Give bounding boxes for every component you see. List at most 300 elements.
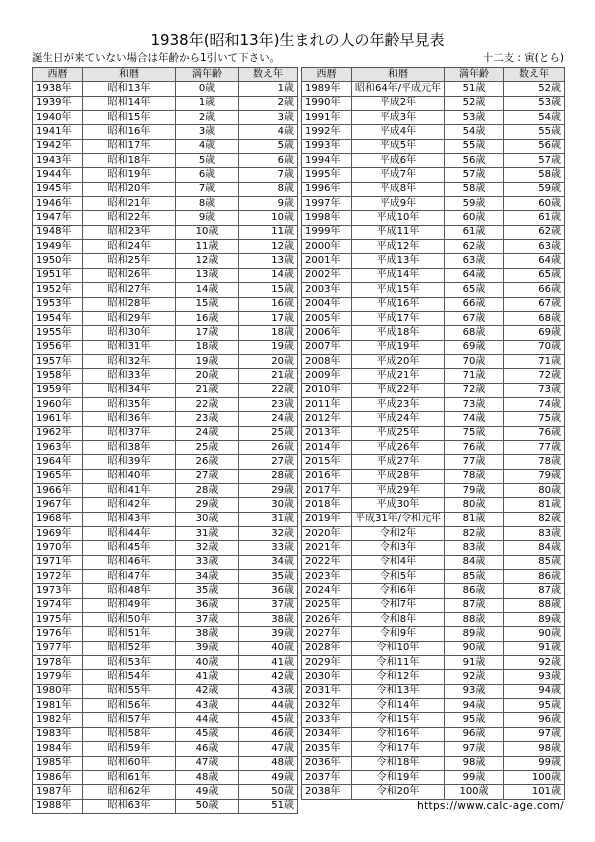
cell-man-nenrei: 28歳 [176, 483, 239, 497]
cell-kazoedoshi: 78歳 [504, 455, 565, 469]
table-row [33, 268, 298, 282]
cell-wareki: 平成8年 [352, 182, 445, 196]
cell-kazoedoshi: 57歳 [504, 154, 565, 168]
cell-seireki: 1971年 [33, 555, 83, 569]
cell-kazoedoshi: 101歳 [504, 785, 565, 799]
cell-wareki: 昭和45年 [83, 541, 176, 555]
cell-wareki: 昭和51年 [83, 627, 176, 641]
cell-seireki: 2033年 [302, 713, 352, 727]
cell-kazoedoshi: 85歳 [504, 555, 565, 569]
cell-wareki: 昭和21年 [83, 197, 176, 211]
cell-man-nenrei: 13歳 [176, 268, 239, 282]
cell-man-nenrei: 95歳 [445, 713, 504, 727]
cell-kazoedoshi: 7歳 [239, 168, 298, 182]
table-row [302, 641, 565, 655]
cell-kazoedoshi: 93歳 [504, 670, 565, 684]
cell-seireki: 1946年 [33, 197, 83, 211]
cell-man-nenrei: 66歳 [445, 297, 504, 311]
site-url-link[interactable]: https://www.calc-age.com/ [417, 800, 564, 812]
table-row [302, 268, 565, 282]
cell-man-nenrei: 69歳 [445, 340, 504, 354]
cell-kazoedoshi: 66歳 [504, 283, 565, 297]
cell-kazoedoshi: 84歳 [504, 541, 565, 555]
cell-man-nenrei: 41歳 [176, 670, 239, 684]
cell-kazoedoshi: 76歳 [504, 426, 565, 440]
cell-man-nenrei: 32歳 [176, 541, 239, 555]
cell-seireki: 1972年 [33, 570, 83, 584]
cell-seireki: 1949年 [33, 240, 83, 254]
cell-wareki: 昭和52年 [83, 641, 176, 655]
cell-seireki: 2004年 [302, 297, 352, 311]
table-row [33, 168, 298, 182]
cell-kazoedoshi: 50歳 [239, 785, 298, 799]
table-row [302, 168, 565, 182]
table-row [33, 598, 298, 612]
cell-wareki: 令和2年 [352, 527, 445, 541]
table-row [33, 125, 298, 139]
cell-kazoedoshi: 68歳 [504, 311, 565, 325]
cell-kazoedoshi: 21歳 [239, 369, 298, 383]
cell-seireki: 2031年 [302, 684, 352, 698]
table-row [302, 197, 565, 211]
table-row [33, 369, 298, 383]
cell-seireki: 1957年 [33, 354, 83, 368]
cell-kazoedoshi: 14歳 [239, 268, 298, 282]
cell-man-nenrei: 58歳 [445, 182, 504, 196]
cell-man-nenrei: 97歳 [445, 742, 504, 756]
table-row [33, 727, 298, 741]
table-row [33, 225, 298, 239]
cell-kazoedoshi: 96歳 [504, 713, 565, 727]
cell-seireki: 1942年 [33, 139, 83, 153]
cell-seireki: 2029年 [302, 656, 352, 670]
cell-wareki: 令和15年 [352, 713, 445, 727]
cell-man-nenrei: 77歳 [445, 455, 504, 469]
cell-kazoedoshi: 31歳 [239, 512, 298, 526]
cell-wareki: 昭和32年 [83, 354, 176, 368]
table-row [33, 455, 298, 469]
table-row [33, 512, 298, 526]
cell-seireki: 1956年 [33, 340, 83, 354]
table-row [33, 627, 298, 641]
cell-kazoedoshi: 94歳 [504, 684, 565, 698]
table-row [302, 211, 565, 225]
cell-wareki: 昭和59年 [83, 742, 176, 756]
cell-seireki: 1999年 [302, 225, 352, 239]
cell-seireki: 2026年 [302, 613, 352, 627]
cell-wareki: 平成26年 [352, 440, 445, 454]
cell-wareki: 令和11年 [352, 656, 445, 670]
cell-man-nenrei: 51歳 [445, 82, 504, 96]
table-row [302, 340, 565, 354]
table-row [33, 756, 298, 770]
table-row [302, 584, 565, 598]
cell-seireki: 2000年 [302, 240, 352, 254]
cell-seireki: 2020年 [302, 527, 352, 541]
cell-kazoedoshi: 59歳 [504, 182, 565, 196]
cell-wareki: 昭和25年 [83, 254, 176, 268]
cell-wareki: 令和8年 [352, 613, 445, 627]
cell-wareki: 平成13年 [352, 254, 445, 268]
cell-kazoedoshi: 97歳 [504, 727, 565, 741]
cell-wareki: 昭和31年 [83, 340, 176, 354]
cell-man-nenrei: 52歳 [445, 96, 504, 110]
cell-wareki: 昭和58年 [83, 727, 176, 741]
cell-kazoedoshi: 17歳 [239, 311, 298, 325]
cell-kazoedoshi: 12歳 [239, 240, 298, 254]
table-row [33, 211, 298, 225]
cell-kazoedoshi: 60歳 [504, 197, 565, 211]
cell-wareki: 昭和24年 [83, 240, 176, 254]
table-header-row [302, 68, 565, 82]
cell-wareki: 平成22年 [352, 383, 445, 397]
cell-wareki: 昭和17年 [83, 139, 176, 153]
cell-man-nenrei: 80歳 [445, 498, 504, 512]
cell-seireki: 1964年 [33, 455, 83, 469]
column-header-man-nenrei: 満年齢 [445, 68, 504, 82]
cell-wareki: 昭和23年 [83, 225, 176, 239]
column-header-kazoedoshi: 数え年 [504, 68, 565, 82]
cell-wareki: 平成17年 [352, 311, 445, 325]
table-row [302, 469, 565, 483]
cell-seireki: 1952年 [33, 283, 83, 297]
table-row [33, 412, 298, 426]
table-row [33, 139, 298, 153]
cell-man-nenrei: 4歳 [176, 139, 239, 153]
cell-seireki: 1991年 [302, 111, 352, 125]
cell-kazoedoshi: 87歳 [504, 584, 565, 598]
cell-seireki: 1939年 [33, 96, 83, 110]
table-row [33, 440, 298, 454]
cell-man-nenrei: 44歳 [176, 713, 239, 727]
table-row [33, 383, 298, 397]
cell-man-nenrei: 48歳 [176, 770, 239, 784]
cell-man-nenrei: 90歳 [445, 641, 504, 655]
cell-seireki: 1965年 [33, 469, 83, 483]
cell-kazoedoshi: 81歳 [504, 498, 565, 512]
cell-wareki: 昭和15年 [83, 111, 176, 125]
cell-kazoedoshi: 67歳 [504, 297, 565, 311]
cell-kazoedoshi: 74歳 [504, 397, 565, 411]
cell-kazoedoshi: 13歳 [239, 254, 298, 268]
cell-kazoedoshi: 37歳 [239, 598, 298, 612]
cell-kazoedoshi: 39歳 [239, 627, 298, 641]
cell-seireki: 2014年 [302, 440, 352, 454]
cell-man-nenrei: 11歳 [176, 240, 239, 254]
cell-man-nenrei: 26歳 [176, 455, 239, 469]
cell-kazoedoshi: 32歳 [239, 527, 298, 541]
cell-kazoedoshi: 35歳 [239, 570, 298, 584]
cell-wareki: 平成3年 [352, 111, 445, 125]
cell-seireki: 1947年 [33, 211, 83, 225]
table-row [302, 369, 565, 383]
column-header-wareki: 和暦 [352, 68, 445, 82]
cell-seireki: 1979年 [33, 670, 83, 684]
cell-wareki: 平成29年 [352, 483, 445, 497]
cell-seireki: 1986年 [33, 770, 83, 784]
table-row [302, 354, 565, 368]
cell-wareki: 昭和62年 [83, 785, 176, 799]
cell-man-nenrei: 36歳 [176, 598, 239, 612]
cell-wareki: 平成23年 [352, 397, 445, 411]
cell-wareki: 平成16年 [352, 297, 445, 311]
cell-seireki: 2037年 [302, 770, 352, 784]
cell-man-nenrei: 27歳 [176, 469, 239, 483]
cell-seireki: 2024年 [302, 584, 352, 598]
cell-kazoedoshi: 43歳 [239, 684, 298, 698]
cell-wareki: 昭和46年 [83, 555, 176, 569]
cell-kazoedoshi: 16歳 [239, 297, 298, 311]
cell-man-nenrei: 15歳 [176, 297, 239, 311]
cell-seireki: 2028年 [302, 641, 352, 655]
cell-seireki: 1980年 [33, 684, 83, 698]
cell-wareki: 令和4年 [352, 555, 445, 569]
cell-man-nenrei: 61歳 [445, 225, 504, 239]
table-row [302, 527, 565, 541]
table-row [33, 584, 298, 598]
cell-seireki: 1963年 [33, 440, 83, 454]
cell-seireki: 1988年 [33, 799, 83, 813]
cell-seireki: 1962年 [33, 426, 83, 440]
cell-man-nenrei: 19歳 [176, 354, 239, 368]
cell-man-nenrei: 8歳 [176, 197, 239, 211]
cell-seireki: 1992年 [302, 125, 352, 139]
cell-wareki: 令和12年 [352, 670, 445, 684]
table-row [33, 799, 298, 813]
table-row [302, 240, 565, 254]
cell-seireki: 2022年 [302, 555, 352, 569]
cell-kazoedoshi: 4歳 [239, 125, 298, 139]
cell-wareki: 令和3年 [352, 541, 445, 555]
cell-man-nenrei: 50歳 [176, 799, 239, 813]
cell-wareki: 平成31年/令和元年 [352, 512, 445, 526]
cell-man-nenrei: 55歳 [445, 139, 504, 153]
table-row [33, 670, 298, 684]
cell-kazoedoshi: 1歳 [239, 82, 298, 96]
table-row [302, 541, 565, 555]
column-header-wareki: 和暦 [83, 68, 176, 82]
cell-man-nenrei: 31歳 [176, 527, 239, 541]
cell-seireki: 1997年 [302, 197, 352, 211]
cell-seireki: 2036年 [302, 756, 352, 770]
cell-wareki: 昭和27年 [83, 283, 176, 297]
table-row [302, 397, 565, 411]
table-row [33, 469, 298, 483]
cell-seireki: 1944年 [33, 168, 83, 182]
cell-kazoedoshi: 53歳 [504, 96, 565, 110]
cell-seireki: 1996年 [302, 182, 352, 196]
cell-wareki: 令和5年 [352, 570, 445, 584]
cell-wareki: 昭和40年 [83, 469, 176, 483]
cell-wareki: 昭和29年 [83, 311, 176, 325]
table-row [33, 111, 298, 125]
cell-kazoedoshi: 22歳 [239, 383, 298, 397]
cell-kazoedoshi: 82歳 [504, 512, 565, 526]
cell-seireki: 2034年 [302, 727, 352, 741]
cell-kazoedoshi: 9歳 [239, 197, 298, 211]
cell-man-nenrei: 1歳 [176, 96, 239, 110]
cell-wareki: 昭和28年 [83, 297, 176, 311]
cell-seireki: 1938年 [33, 82, 83, 96]
cell-wareki: 令和6年 [352, 584, 445, 598]
table-row [33, 426, 298, 440]
table-row [302, 613, 565, 627]
cell-man-nenrei: 92歳 [445, 670, 504, 684]
column-header-man-nenrei: 満年齢 [176, 68, 239, 82]
table-row [302, 770, 565, 784]
table-row [33, 641, 298, 655]
cell-seireki: 2018年 [302, 498, 352, 512]
cell-wareki: 平成4年 [352, 125, 445, 139]
cell-seireki: 1958年 [33, 369, 83, 383]
cell-seireki: 1941年 [33, 125, 83, 139]
cell-kazoedoshi: 95歳 [504, 699, 565, 713]
cell-kazoedoshi: 91歳 [504, 641, 565, 655]
table-row [302, 756, 565, 770]
cell-kazoedoshi: 19歳 [239, 340, 298, 354]
cell-man-nenrei: 7歳 [176, 182, 239, 196]
table-row [33, 742, 298, 756]
cell-man-nenrei: 76歳 [445, 440, 504, 454]
cell-man-nenrei: 5歳 [176, 154, 239, 168]
table-row [33, 483, 298, 497]
cell-kazoedoshi: 71歳 [504, 354, 565, 368]
table-row [33, 397, 298, 411]
table-row [302, 742, 565, 756]
cell-kazoedoshi: 41歳 [239, 656, 298, 670]
cell-man-nenrei: 99歳 [445, 770, 504, 784]
cell-man-nenrei: 67歳 [445, 311, 504, 325]
cell-man-nenrei: 30歳 [176, 512, 239, 526]
cell-wareki: 令和17年 [352, 742, 445, 756]
table-row [33, 311, 298, 325]
table-row [302, 627, 565, 641]
table-row [33, 684, 298, 698]
table-row [302, 383, 565, 397]
table-row [302, 311, 565, 325]
cell-seireki: 1968年 [33, 512, 83, 526]
cell-man-nenrei: 49歳 [176, 785, 239, 799]
cell-wareki: 昭和30年 [83, 326, 176, 340]
table-row [302, 727, 565, 741]
cell-man-nenrei: 34歳 [176, 570, 239, 584]
cell-man-nenrei: 18歳 [176, 340, 239, 354]
cell-man-nenrei: 94歳 [445, 699, 504, 713]
cell-kazoedoshi: 26歳 [239, 440, 298, 454]
cell-wareki: 平成2年 [352, 96, 445, 110]
cell-wareki: 昭和50年 [83, 613, 176, 627]
age-table-left [32, 67, 298, 814]
cell-wareki: 令和14年 [352, 699, 445, 713]
table-row [33, 340, 298, 354]
table-row [302, 326, 565, 340]
cell-man-nenrei: 16歳 [176, 311, 239, 325]
table-row [33, 498, 298, 512]
cell-seireki: 1982年 [33, 713, 83, 727]
cell-seireki: 1993年 [302, 139, 352, 153]
cell-wareki: 平成18年 [352, 326, 445, 340]
cell-seireki: 1951年 [33, 268, 83, 282]
cell-wareki: 昭和20年 [83, 182, 176, 196]
cell-seireki: 1953年 [33, 297, 83, 311]
cell-seireki: 1948年 [33, 225, 83, 239]
cell-man-nenrei: 71歳 [445, 369, 504, 383]
cell-man-nenrei: 68歳 [445, 326, 504, 340]
cell-man-nenrei: 59歳 [445, 197, 504, 211]
cell-kazoedoshi: 45歳 [239, 713, 298, 727]
cell-man-nenrei: 84歳 [445, 555, 504, 569]
cell-kazoedoshi: 25歳 [239, 426, 298, 440]
cell-wareki: 昭和18年 [83, 154, 176, 168]
cell-seireki: 2027年 [302, 627, 352, 641]
cell-seireki: 2008年 [302, 354, 352, 368]
cell-seireki: 1969年 [33, 527, 83, 541]
cell-wareki: 令和20年 [352, 785, 445, 799]
cell-seireki: 1975年 [33, 613, 83, 627]
cell-kazoedoshi: 92歳 [504, 656, 565, 670]
table-row [302, 699, 565, 713]
cell-seireki: 2007年 [302, 340, 352, 354]
cell-wareki: 昭和56年 [83, 699, 176, 713]
cell-wareki: 平成15年 [352, 283, 445, 297]
cell-seireki: 2019年 [302, 512, 352, 526]
cell-man-nenrei: 12歳 [176, 254, 239, 268]
table-row [302, 670, 565, 684]
cell-wareki: 昭和63年 [83, 799, 176, 813]
cell-kazoedoshi: 64歳 [504, 254, 565, 268]
cell-wareki: 平成7年 [352, 168, 445, 182]
cell-wareki: 平成10年 [352, 211, 445, 225]
cell-man-nenrei: 64歳 [445, 268, 504, 282]
cell-man-nenrei: 93歳 [445, 684, 504, 698]
cell-man-nenrei: 43歳 [176, 699, 239, 713]
table-row [302, 512, 565, 526]
cell-man-nenrei: 96歳 [445, 727, 504, 741]
cell-wareki: 令和7年 [352, 598, 445, 612]
cell-seireki: 2016年 [302, 469, 352, 483]
cell-kazoedoshi: 10歳 [239, 211, 298, 225]
cell-man-nenrei: 20歳 [176, 369, 239, 383]
cell-man-nenrei: 89歳 [445, 627, 504, 641]
cell-man-nenrei: 14歳 [176, 283, 239, 297]
cell-kazoedoshi: 47歳 [239, 742, 298, 756]
cell-seireki: 2013年 [302, 426, 352, 440]
cell-man-nenrei: 85歳 [445, 570, 504, 584]
cell-man-nenrei: 9歳 [176, 211, 239, 225]
table-row [302, 225, 565, 239]
cell-kazoedoshi: 34歳 [239, 555, 298, 569]
cell-seireki: 2012年 [302, 412, 352, 426]
cell-wareki: 昭和61年 [83, 770, 176, 784]
cell-seireki: 1998年 [302, 211, 352, 225]
cell-man-nenrei: 73歳 [445, 397, 504, 411]
cell-man-nenrei: 23歳 [176, 412, 239, 426]
cell-man-nenrei: 87歳 [445, 598, 504, 612]
cell-man-nenrei: 72歳 [445, 383, 504, 397]
table-row [302, 598, 565, 612]
cell-seireki: 1966年 [33, 483, 83, 497]
cell-wareki: 令和13年 [352, 684, 445, 698]
cell-man-nenrei: 40歳 [176, 656, 239, 670]
cell-kazoedoshi: 52歳 [504, 82, 565, 96]
cell-seireki: 2001年 [302, 254, 352, 268]
cell-wareki: 令和19年 [352, 770, 445, 784]
cell-kazoedoshi: 58歳 [504, 168, 565, 182]
cell-wareki: 昭和33年 [83, 369, 176, 383]
cell-kazoedoshi: 62歳 [504, 225, 565, 239]
cell-man-nenrei: 100歳 [445, 785, 504, 799]
cell-kazoedoshi: 72歳 [504, 369, 565, 383]
